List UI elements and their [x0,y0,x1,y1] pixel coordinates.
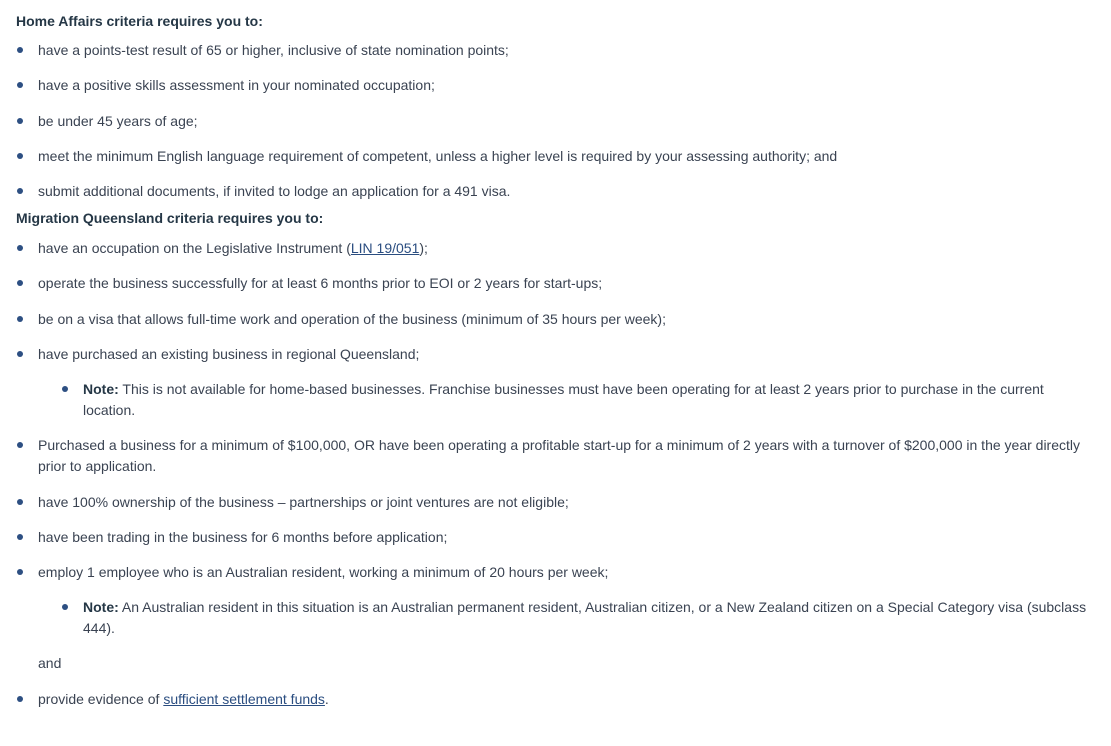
list-item-employ: employ 1 employee who is an Australian resident, working a minimum of 20 hours per week; Note: An Australian resident in this situation is an Australian permanent resident, Australian citizen, or a New Zealand citizen on a Special Category visa (subclass 444). and [16,562,1095,674]
list-item: have a points-test result of 65 or higher, inclusive of state nomination points; [16,40,1095,61]
list-item-purchased: have purchased an existing business in regional Queensland; Note: This is not available for home-based businesses. Franchise businesses must have been operating for at least 2 years prior to purchase in the current location. [16,344,1095,421]
note-item: Note: This is not available for home-based businesses. Franchise businesses must have been operating for at least 2 years prior to purchase in the current location. [61,379,1095,421]
queensland-heading: Migration Queensland criteria requires you to: [16,210,324,227]
list-item-minimum: Purchased a business for a minimum of $100,000, OR have been operating a profitable start-up for a minimum of 2 years with a turnover of $200,000 in the year directly prior to application. [16,435,1095,477]
list-item-occupation: have an occupation on the Legislative Instrument (LIN 19/051); [16,238,1095,259]
bullet-icon [17,188,23,194]
bullet-icon [17,696,23,702]
note-label: Note: [83,599,119,616]
list-item-funds: provide evidence of sufficient settlement funds. [16,689,1095,710]
list-item: submit additional documents, if invited to lodge an application for a 491 visa. [16,181,1095,202]
queensland-list [16,238,1095,709]
bullet-icon [17,534,23,540]
bullet-icon [17,118,23,124]
bullet-icon [17,280,23,286]
bullet-icon [17,47,23,53]
list-item: meet the minimum English language requirement of competent, unless a higher level is required by your assessing authority; and [16,146,1095,167]
bullet-icon [62,386,68,392]
bullet-icon [17,316,23,322]
list-item-visa: be on a visa that allows full-time work and operation of the business (minimum of 35 hours per week); [16,309,1095,330]
bullet-icon [17,569,23,575]
bullet-icon [17,245,23,251]
and-text: and [38,655,62,672]
purchased-note-list [38,379,1095,421]
lin-19-051-link[interactable]: LIN 19/051 [350,240,420,257]
settlement-funds-link[interactable]: sufficient settlement funds [163,690,325,707]
list-item-trading: have been trading in the business for 6 months before application; [16,527,1095,548]
bullet-icon [17,499,23,505]
bullet-icon [62,604,68,610]
note-label: Note: [83,381,119,398]
employ-note-list [38,597,1095,639]
bullet-icon [17,82,23,88]
bullet-icon [17,153,23,159]
list-item-ownership: have 100% ownership of the business – partnerships or joint ventures are not eligible; [16,492,1095,513]
bullet-icon [17,351,23,357]
bullet-icon [17,442,23,448]
home-affairs-heading: Home Affairs criteria requires you to: [16,13,263,29]
note-item: Note: An Australian resident in this situation is an Australian permanent resident, Australian citizen, or a New Zealand citizen on a Special Category visa (subclass 444). [61,597,1095,639]
home-affairs-list [16,40,1095,202]
list-item: be under 45 years of age; [16,111,1095,132]
list-item: have a positive skills assessment in your nominated occupation; [16,75,1095,96]
list-item-operate: operate the business successfully for at least 6 months prior to EOI or 2 years for start-ups; [16,273,1095,294]
